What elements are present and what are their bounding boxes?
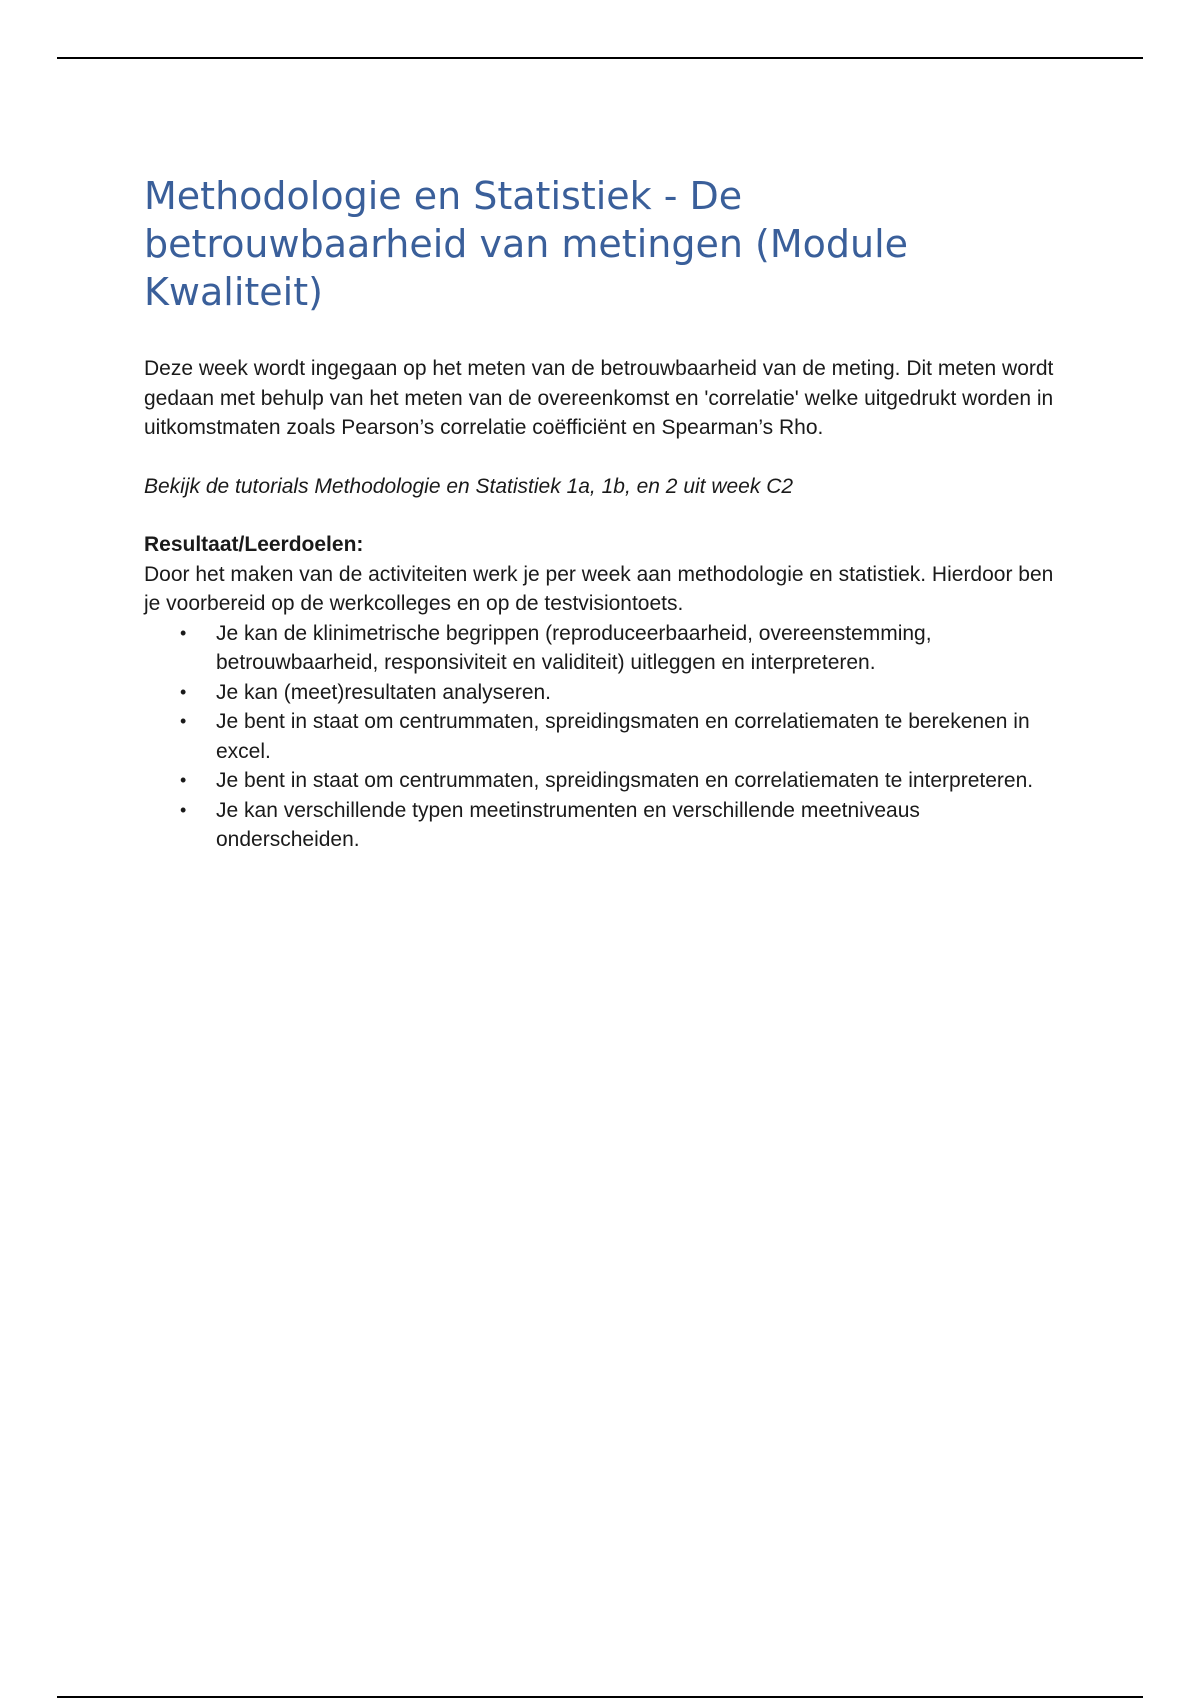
list-item-text: Je bent in staat om centrummaten, spreidingsmaten en correlatiematen te berekenen in excel.	[216, 710, 1030, 763]
page-title: Methodologie en Statistiek - De betrouwbaarheid van metingen (Module Kwaliteit)	[144, 174, 909, 314]
tutorial-note: Bekijk de tutorials Methodologie en Statistiek 1a, 1b, en 2 uit week C2	[144, 474, 794, 498]
intro-paragraph: Deze week wordt ingegaan op het meten van de betrouwbaarheid van de meting. Dit meten wordt gedaan met behulp van het meten van de overeenkomst en 'correlatie' welke uitgedrukt worden in uitkomstmaten zoals Pearson’s correlatie coëfficiënt en Spearman’s Rho.	[144, 357, 1054, 439]
bullet-icon: •	[180, 711, 187, 731]
bullet-icon: •	[180, 770, 187, 790]
bullet-icon: •	[180, 681, 187, 702]
list-item-text: Je bent in staat om centrummaten, spreidingsmaten en correlatiematen te interpreteren.	[216, 769, 1034, 792]
list-item-text: Je kan de klinimetrische begrippen (reproduceerbaarheid, overeenstemming, betrouwbaarheid, responsiviteit en validiteit) uitleggen en interpreteren.	[216, 621, 932, 674]
goals-heading: Resultaat/Leerdoelen:	[144, 533, 364, 556]
list-item	[144, 707, 1064, 766]
list-item-text: Je kan verschillende typen meetinstrumenten en verschillende meetniveaus onderscheiden.	[216, 798, 920, 851]
goals-paragraph: Door het maken van de activiteiten werk je per week aan methodologie en statistiek. Hierdoor ben je voorbereid op de werkcolleges en op de testvisiontoets.	[144, 562, 1054, 615]
bottom-divider	[57, 1696, 1143, 1698]
list-item	[144, 619, 1064, 678]
document-content	[144, 172, 1064, 855]
bullet-icon: •	[180, 799, 187, 820]
list-item	[144, 796, 1064, 855]
top-divider	[57, 57, 1143, 59]
goals-list	[144, 619, 1064, 855]
list-item	[144, 678, 1064, 708]
bullet-icon: •	[180, 622, 187, 643]
list-item-text: Je kan (meet)resultaten analyseren.	[216, 680, 552, 704]
list-item	[144, 766, 1064, 796]
